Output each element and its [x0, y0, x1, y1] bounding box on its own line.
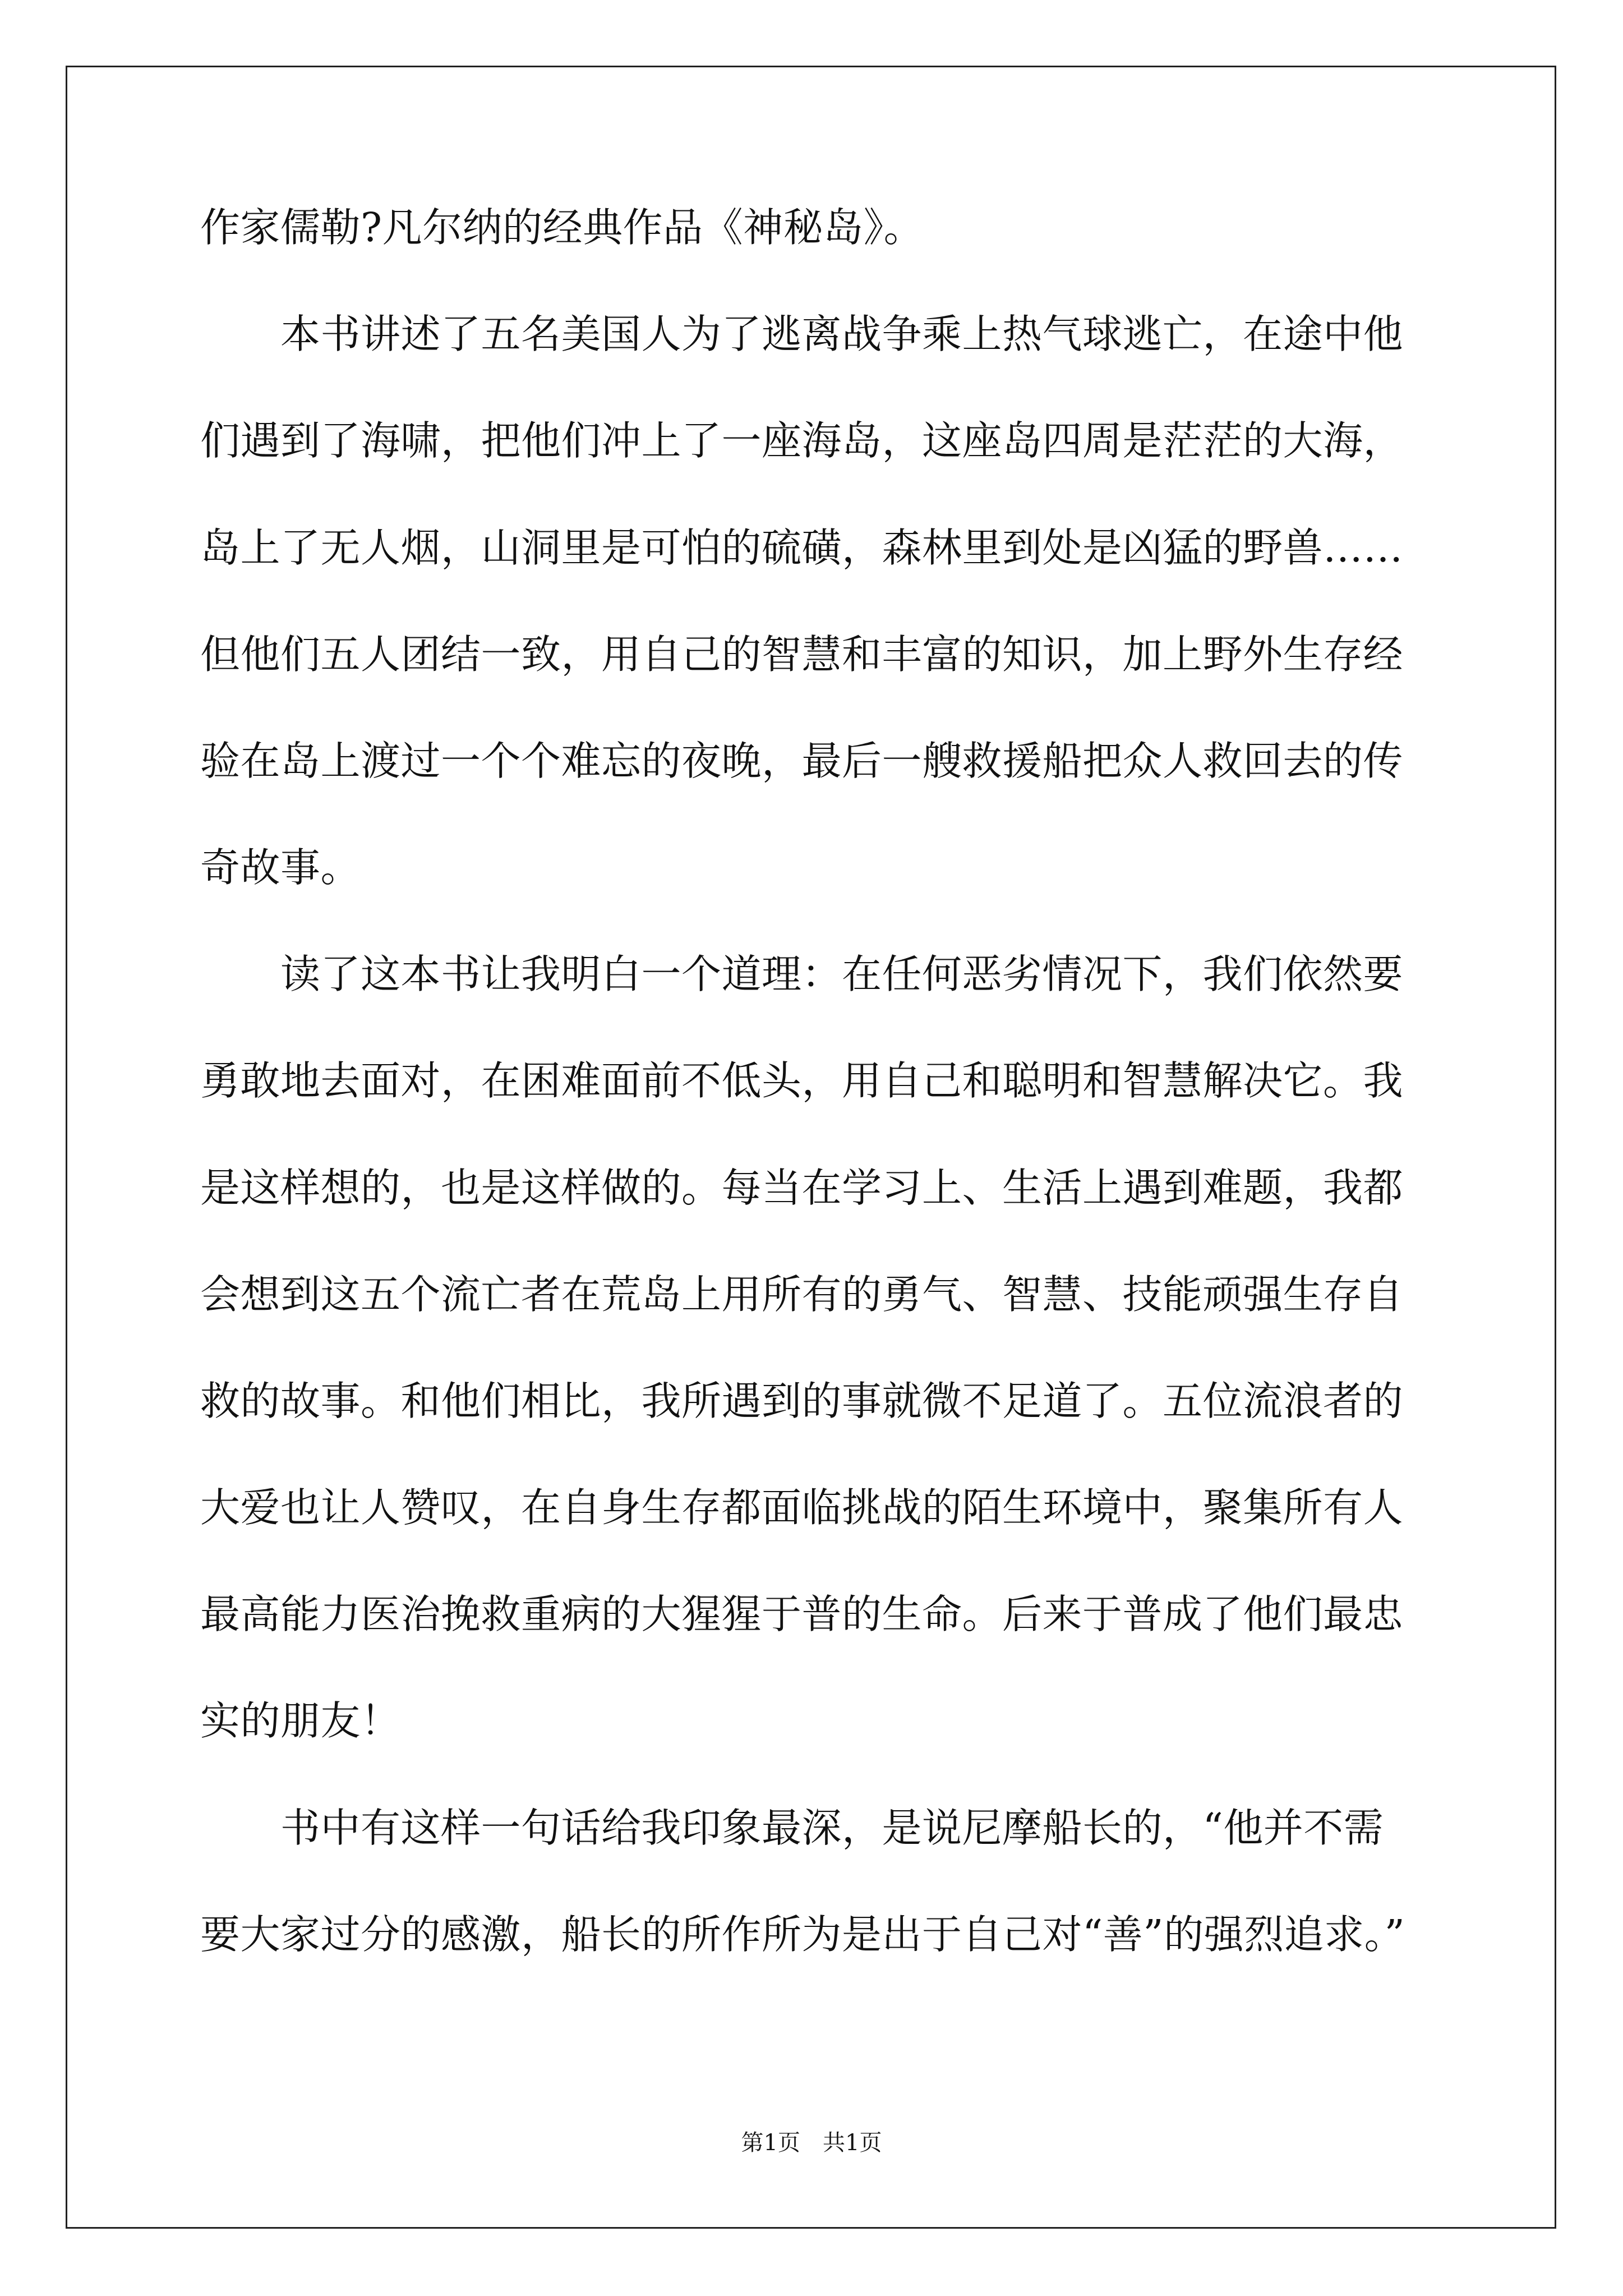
text-line-17: 要大家过分的感激，船长的所作所为是出于自己对“善”的强烈追求。” — [200, 1911, 1405, 1958]
text-line-8: 读了这本书让我明白一个道理：在任何恶劣情况下，我们依然要 — [280, 951, 1404, 997]
text-line-7: 奇故事。 — [200, 844, 361, 891]
text-line-10: 是这样想的，也是这样做的。每当在学习上、生活上遇到难题，我都 — [200, 1165, 1404, 1211]
text-line-4: 岛上了无人烟，山洞里是可怕的硫磺，森林里到处是凶猛的野兽…… — [200, 524, 1404, 571]
page-number: 第1页 共1页 — [741, 2130, 882, 2156]
text-line-15: 实的朋友！ — [200, 1697, 401, 1744]
text-line-16: 书中有这样一句话给我印象最深，是说尼摩船长的，“他并不需 — [280, 1805, 1384, 1851]
text-line-1: 作家儒勒?凡尔纳的经典作品《神秘岛》。 — [200, 204, 924, 251]
page-border — [66, 66, 1556, 2229]
text-line-5: 但他们五人团结一致，用自己的智慧和丰富的知识，加上野外生存经 — [200, 631, 1404, 678]
text-line-3: 们遇到了海啸，把他们冲上了一座海岛，这座岛四周是茫茫的大海， — [200, 417, 1404, 464]
text-line-2: 本书讲述了五名美国人为了逃离战争乘上热气球逃亡，在途中他 — [280, 311, 1404, 357]
text-line-12: 救的故事。和他们相比，我所遇到的事就微不足道了。五位流浪者的 — [200, 1378, 1404, 1424]
text-line-9: 勇敢地去面对，在困难面前不低头，用自己和聪明和智慧解决它。我 — [200, 1057, 1404, 1104]
text-line-11: 会想到这五个流亡者在荒岛上用所有的勇气、智慧、技能顽强生存自 — [200, 1271, 1404, 1318]
text-line-13: 大爱也让人赞叹，在自身生存都面临挑战的陌生环境中，聚集所有人 — [200, 1484, 1404, 1531]
text-line-6: 验在岛上渡过一个个难忘的夜晚，最后一艘救援船把众人救回去的传 — [200, 738, 1404, 784]
text-line-14: 最高能力医治挽救重病的大猩猩于普的生命。后来于普成了他们最忠 — [200, 1591, 1404, 1637]
